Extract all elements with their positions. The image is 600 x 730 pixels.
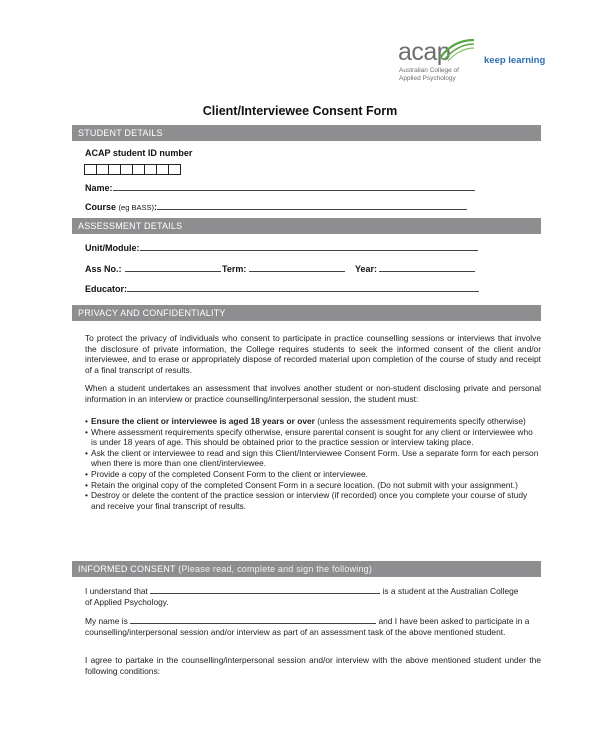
name-input-line[interactable] bbox=[113, 182, 475, 191]
list-item: • Ask the client or interviewee to read and sign this Client/Interviewee Consent Form. Use a separate form for each person when there is more than one client/interviewee. bbox=[85, 448, 541, 469]
privacy-paragraph-2: When a student undertakes an assessment that involves another student or non-student disclosing private and personal information in an interview or practice counselling/interpersonal session, the student must: bbox=[85, 383, 541, 404]
course-field: Course (eg BASS): bbox=[85, 201, 467, 212]
term-input-line[interactable] bbox=[249, 263, 345, 272]
student-id-label: ACAP student ID number bbox=[85, 148, 193, 158]
name-field: Name: bbox=[85, 182, 475, 193]
privacy-header: PRIVACY AND CONFIDENTIALITY bbox=[72, 305, 541, 321]
swoosh-icon bbox=[436, 38, 476, 62]
student-name-input-line[interactable] bbox=[150, 585, 380, 594]
year-field: Year: bbox=[355, 263, 475, 274]
ass-no-input-line[interactable] bbox=[125, 263, 221, 272]
consent-line-2: My name is and I have been asked to participate in a counselling/interpersonal session and/or interview as part of an assessment task of the above mentioned student. bbox=[85, 616, 530, 637]
privacy-paragraph-1: To protect the privacy of individuals who consent to participate in practice counselling sessions or interviews that involve the disclosure of private information, the College requires students to seek the informed consent of the client and/or interviewee, and to erase or appropriately dispose of recorded material upon completion of the course of study and receipt of a final transcript of results. bbox=[85, 333, 541, 375]
list-item: • Provide a copy of the completed Consent Form to the client or interviewee. bbox=[85, 469, 541, 480]
logo-tagline: keep learning bbox=[484, 55, 546, 66]
list-item: • Retain the original copy of the completed Consent Form in a secure location. (Do not submit with your assignment.) bbox=[85, 480, 541, 491]
term-field: Term: bbox=[222, 263, 345, 274]
page-title: Client/Interviewee Consent Form bbox=[202, 104, 398, 118]
logo-subtitle: Australian College of Applied Psychology bbox=[399, 67, 459, 82]
year-input-line[interactable] bbox=[379, 263, 475, 272]
student-obligations-list bbox=[85, 416, 541, 511]
educator-input-line[interactable] bbox=[127, 283, 479, 292]
acap-logo bbox=[398, 36, 548, 94]
student-id-boxes[interactable] bbox=[84, 164, 180, 175]
consent-line-3: I agree to partake in the counselling/interpersonal session and/or interview with the above mentioned student under the following conditions: bbox=[85, 655, 541, 676]
informed-consent-header: INFORMED CONSENT (Please read, complete and sign the following) bbox=[72, 561, 541, 577]
logo-word: acap bbox=[398, 38, 451, 66]
ass-no-field: Ass No.: bbox=[85, 263, 221, 274]
unit-input-line[interactable] bbox=[140, 242, 478, 251]
educator-field: Educator: bbox=[85, 283, 479, 294]
consent-line-1: I understand that is a student at the Australian College of Applied Psychology. bbox=[85, 586, 519, 607]
student-details-header: STUDENT DETAILS bbox=[72, 125, 541, 141]
course-input-line[interactable] bbox=[157, 201, 467, 210]
list-item: • Destroy or delete the content of the practice session or interview (if recorded) once you complete your course of study and receive your final transcript of results. bbox=[85, 490, 541, 511]
list-item: • Ensure the client or interviewee is aged 18 years or over (unless the assessment requirements specify otherwise) bbox=[85, 416, 541, 427]
assessment-details-header: ASSESSMENT DETAILS bbox=[72, 218, 541, 234]
unit-field: Unit/Module: bbox=[85, 242, 478, 253]
list-item: • Where assessment requirements specify otherwise, ensure parental consent is sought for any client or interviewee who is under 18 years of age. This should be obtained prior to the practice session or interview taking place. bbox=[85, 427, 541, 448]
participant-name-input-line[interactable] bbox=[130, 615, 376, 624]
id-digit-box[interactable] bbox=[168, 164, 181, 175]
